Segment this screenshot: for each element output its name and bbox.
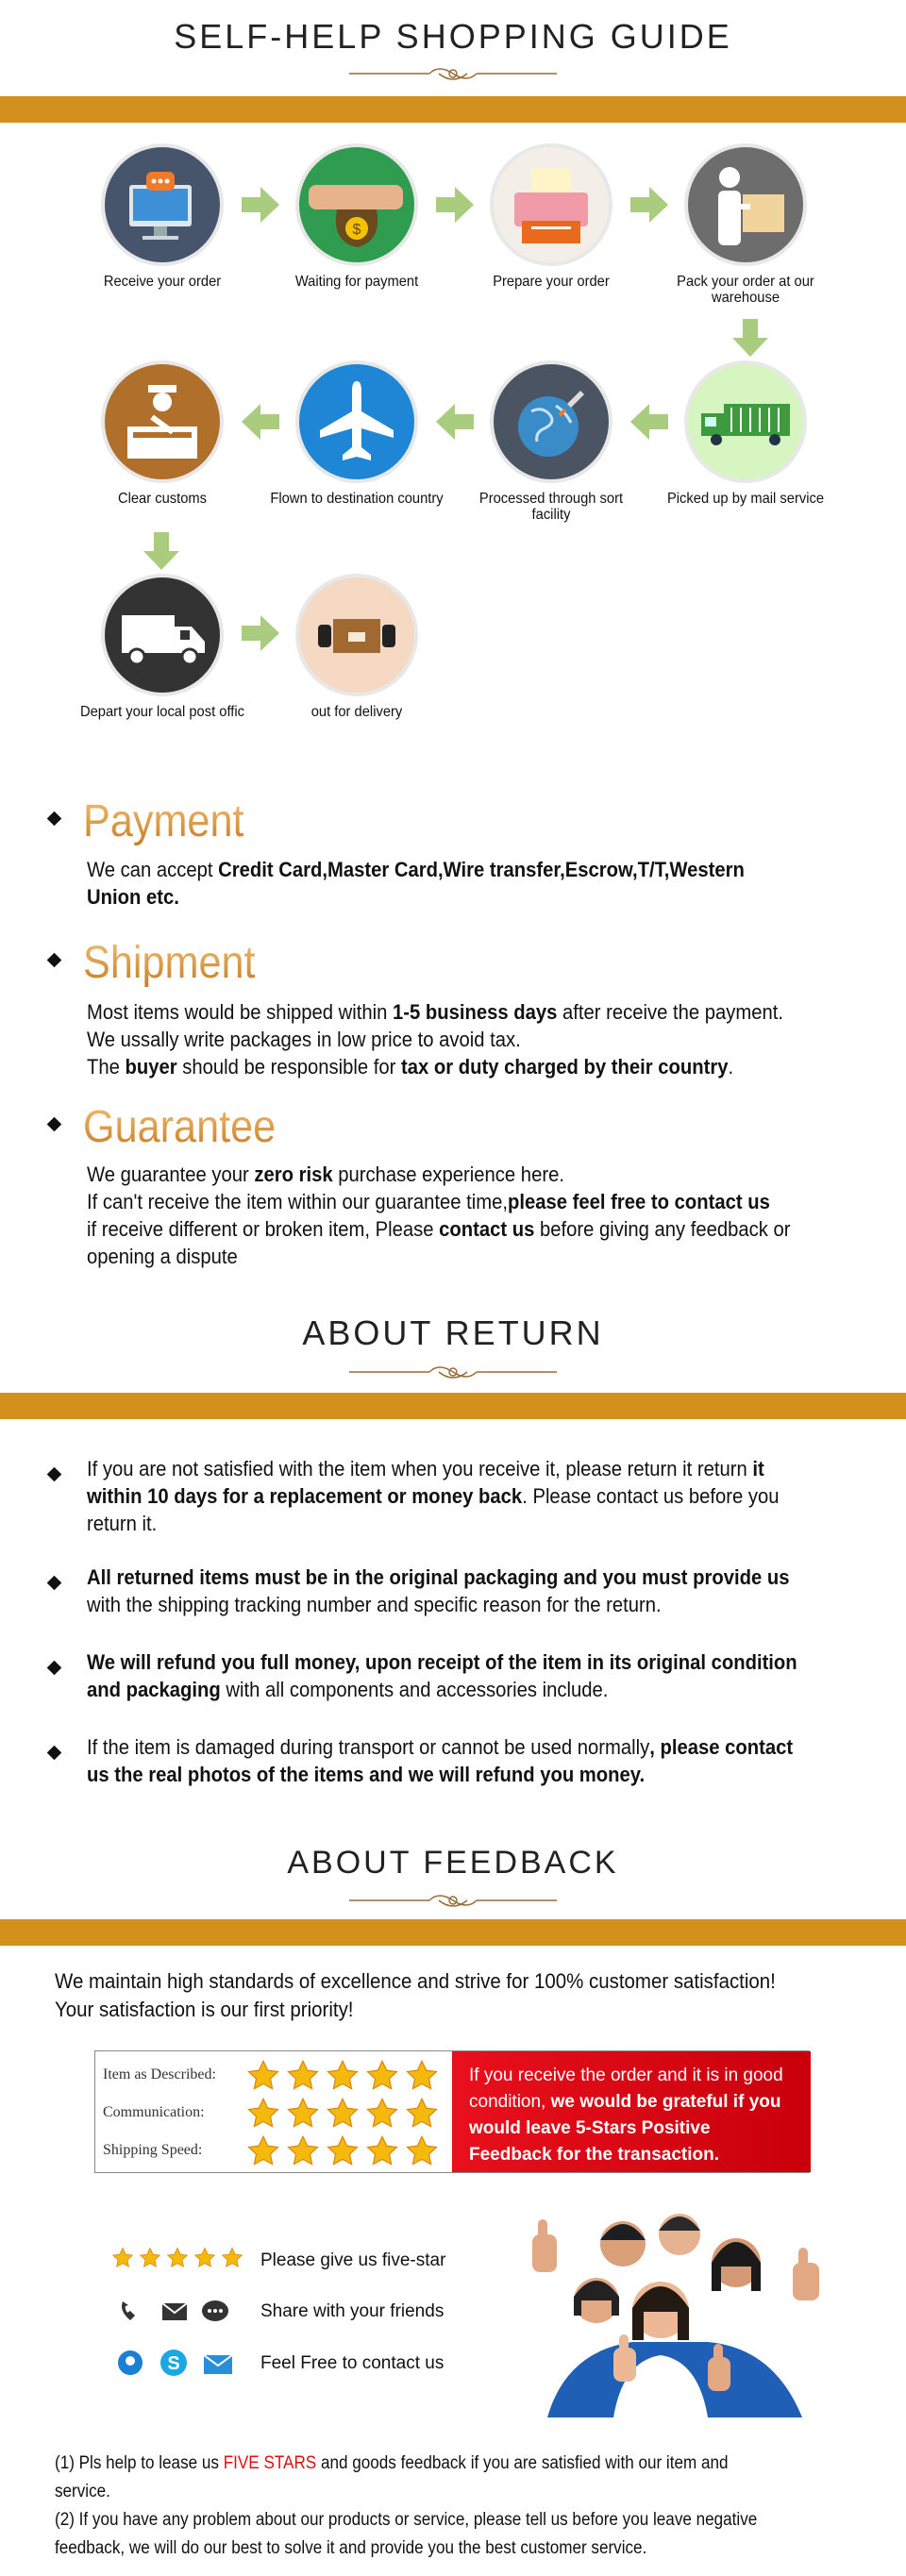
step-label: Prepare your order (493, 274, 610, 290)
star-icon (326, 2097, 360, 2131)
star-icon (193, 2247, 216, 2269)
five-stars (246, 2059, 439, 2093)
star-icon (111, 2247, 134, 2269)
rating-label: Item as Described: (103, 2066, 216, 2083)
step-label: Processed through sort facility (478, 491, 624, 523)
section-band (0, 1919, 906, 1946)
step-label: Clear customs (117, 491, 208, 507)
arrow-left-icon (436, 404, 474, 440)
star-icon (405, 2097, 439, 2131)
packing-worker-icon (684, 143, 807, 266)
star-icon (139, 2247, 161, 2269)
payment-text: We can accept Credit Card,Master Card,Wire transfer,Escrow,T/T,Western Union etc. (87, 858, 745, 909)
step-clear-customs (68, 360, 257, 507)
bullet-diamond (47, 953, 62, 968)
section-band (0, 1393, 906, 1419)
arrow-right-icon (436, 187, 474, 223)
svg-text:$: $ (352, 222, 361, 238)
step-label: Flown to destination country (270, 491, 444, 507)
bullet-diamond (47, 1467, 62, 1482)
arrow-left-icon (242, 404, 279, 440)
shipment-heading: Shipment (83, 938, 256, 988)
contact-text: Share with your friends (260, 2301, 445, 2321)
star-icon (246, 2059, 280, 2093)
guarantee-heading: Guarantee (83, 1102, 277, 1152)
star-icon (286, 2097, 320, 2131)
star-icon (326, 2134, 360, 2168)
mini-stars (111, 2247, 243, 2269)
title-ornament-icon (340, 1889, 566, 1912)
arrow-right-icon (242, 187, 279, 223)
star-icon (286, 2059, 320, 2093)
arrow-right-icon (630, 187, 668, 223)
star-icon (286, 2134, 320, 2168)
step-sort-facility (457, 360, 646, 523)
return-item: If the item is damaged during transport or cannot be used normally, please contact us the real photos of the items and we will refund you money. (87, 1735, 794, 1786)
happy-customers-image (519, 2206, 840, 2417)
step-prepare-order (457, 143, 646, 290)
airplane-icon (295, 360, 418, 483)
step-label: Depart your local post offic (79, 704, 244, 720)
star-icon (365, 2097, 399, 2131)
van-icon (101, 574, 224, 696)
globe-rocket-icon (490, 360, 612, 483)
delivery-truck-icon (684, 360, 807, 483)
step-flown (262, 360, 451, 507)
feedback-title: ABOUT FEEDBACK (287, 1845, 619, 1881)
five-stars (246, 2134, 439, 2168)
rating-box (94, 2050, 810, 2173)
bullet-diamond (47, 1746, 62, 1761)
rating-row (103, 2133, 443, 2170)
five-stars (246, 2097, 439, 2131)
step-waiting-payment (262, 143, 451, 290)
star-icon (405, 2134, 439, 2168)
step-label: Pack your order at our warehouse (677, 274, 814, 306)
rating-row (103, 2095, 443, 2133)
return-item: We will refund you full money, upon receipt of the item in its original condition and packaging with all components and accessories include. (87, 1650, 797, 1701)
return-title: ABOUT RETURN (302, 1313, 604, 1352)
contact-row-share (111, 2292, 508, 2330)
share-icons (117, 2296, 240, 2326)
bullet-diamond (47, 1576, 62, 1591)
computer-chat-icon (101, 143, 224, 266)
arrow-left-icon (630, 404, 668, 440)
star-icon (405, 2059, 439, 2093)
arrow-down-icon (732, 319, 768, 357)
star-icon (166, 2247, 189, 2269)
payment-heading: Payment (83, 796, 244, 846)
star-icon (221, 2247, 243, 2269)
contact-row-five-star (111, 2241, 508, 2279)
step-label: Waiting for payment (294, 274, 419, 290)
bullet-diamond (47, 1117, 62, 1132)
customs-officer-icon (101, 360, 224, 483)
return-item: All returned items must be in the original packaging and you must provide us with the shipping tracking number and specific reason for the return. (87, 1565, 790, 1616)
guarantee-text: We guarantee your zero risk purchase experience here. If can't receive the item within our guarantee time,please feel free to contact us if receive different or broken item, Please contact us before giving any feedback or opening a dispute (87, 1163, 791, 1268)
title-ornament-icon (340, 1361, 566, 1383)
printer-icon (490, 143, 612, 266)
star-icon (365, 2134, 399, 2168)
phone-icon (122, 2301, 135, 2320)
contact-row-contact (111, 2344, 508, 2382)
step-picked-up (651, 360, 840, 507)
feedback-request-note: If you receive the order and it is in good condition, we would be grateful if you would leave 5-Stars Positive Feedback for the transaction. (452, 2051, 811, 2172)
rating-label: Shipping Speed: (103, 2142, 203, 2158)
guide-title: SELF-HELP SHOPPING GUIDE (174, 17, 732, 56)
money-bag-icon (295, 143, 418, 266)
step-out-for-delivery (262, 574, 451, 720)
star-icon (246, 2134, 280, 2168)
star-icon (246, 2097, 280, 2131)
bullet-diamond (47, 1661, 62, 1676)
contact-icons (117, 2348, 240, 2378)
star-icon (326, 2059, 360, 2093)
step-label: Receive your order (103, 274, 222, 290)
star-icon (365, 2059, 399, 2093)
bullet-diamond (47, 811, 62, 827)
rating-label: Communication: (103, 2104, 205, 2120)
title-ornament-icon (340, 62, 566, 85)
step-pack-order (651, 143, 840, 306)
step-label: out for delivery (310, 704, 403, 720)
arrow-down-icon (143, 532, 179, 570)
parcel-hands-icon (295, 574, 418, 696)
return-item: If you are not satisfied with the item when you receive it, please return it return it within 10 days for a replacement or money back. Please contact us before you return it. (87, 1457, 780, 1535)
feedback-footnotes: (1) Pls help to lease us FIVE STARS and goods feedback if you are satisfied with our item and service. (2) If you have any problem about our products or service, please tell us before you leave negative feedback, we will do our best to solve it and provide you the best customer service. (55, 2453, 758, 2558)
contact-text: Please give us five-star (260, 2250, 446, 2270)
step-label: Picked up by mail service (666, 491, 825, 507)
step-depart-post-office (68, 574, 257, 720)
shipment-text: Most items would be shipped within 1-5 business days after receive the payment. We ussally write packages in low price to avoid tax. The buyer should be responsible for tax or duty charged by their country. (87, 1000, 784, 1079)
rating-row (103, 2057, 443, 2095)
contact-text: Feel Free to contact us (260, 2353, 445, 2373)
svg-text:S: S (167, 2353, 180, 2374)
step-receive-order (68, 143, 257, 290)
feedback-intro: We maintain high standards of excellence and strive for 100% customer satisfaction! Your satisfaction is our first priority! (55, 1969, 776, 2021)
section-band (0, 96, 906, 123)
